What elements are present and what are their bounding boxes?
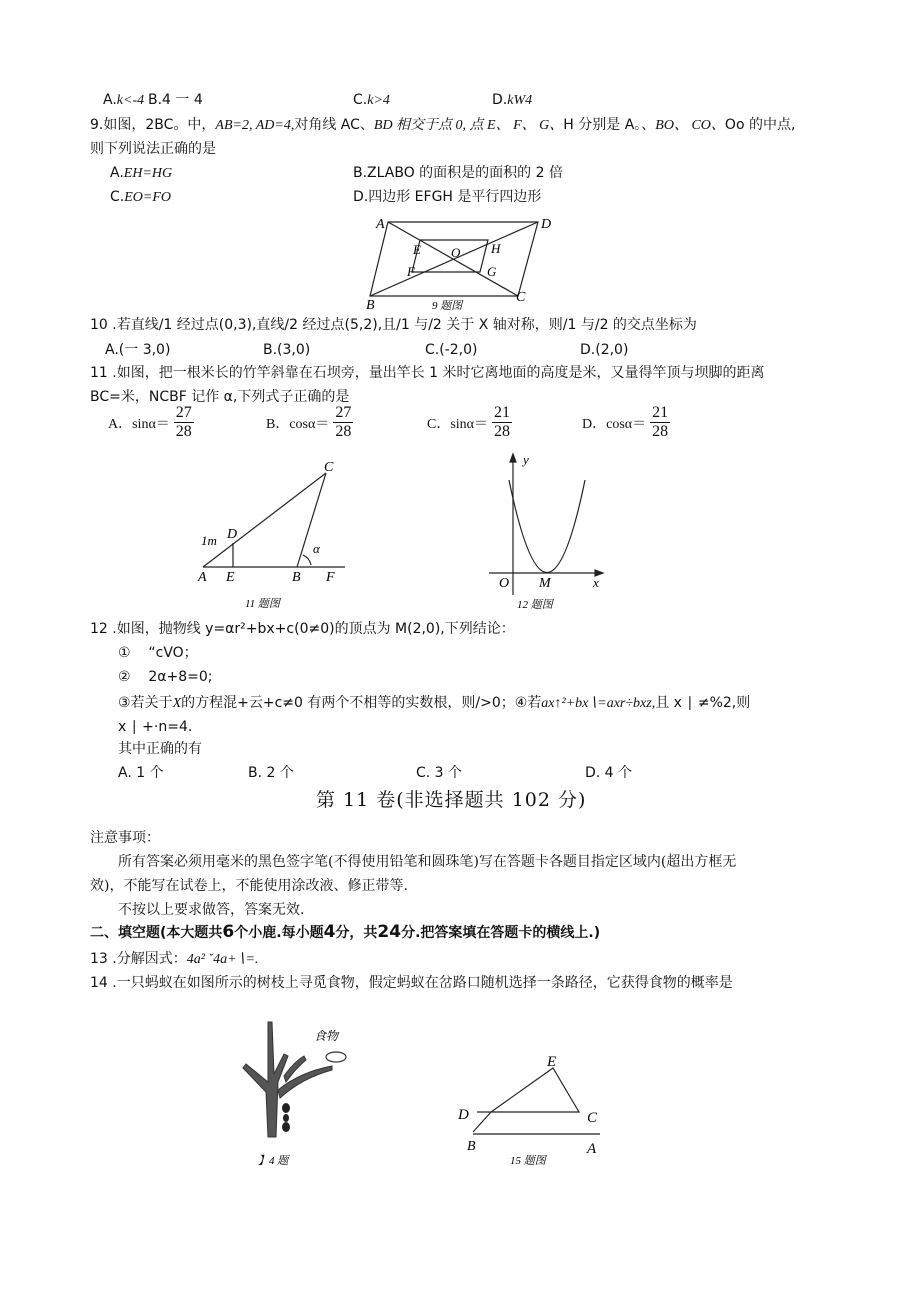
q12-ask: 其中正确的有 [118, 741, 202, 757]
fig9-label-g: G [487, 264, 497, 279]
q8-option-d: D.kW4 [492, 92, 533, 108]
q12-conclusion-3-4: ③若关于X的方程混+云+c≠0 有两个不相等的实数根，则/>0；④若ax↑²+bx∖=axr÷bxz,且 x ∣ ≠%2,则 [118, 695, 751, 711]
notes-line-2: 效)，不能写在试卷上，不能使用涂改液、修正带等. [90, 878, 408, 894]
q12-conclusion-1: ① “cVO； [118, 645, 198, 661]
q9-option-a: A.EH=HG [110, 165, 173, 181]
q13-stem: 13 .分解因式：4a² ˇ4a+∖=. [90, 951, 259, 967]
q12-conclusion-2: ② 2α+8=0; [118, 669, 213, 685]
fig12-label-x: x [593, 575, 599, 590]
q12-stem: 12 .如图，抛物线 y=αr²+bx+c(0≠0)的顶点为 M(2,0),下列结论： [90, 621, 515, 637]
q11-stem-line2: BC=米，NCBF 记作 α,下列式子正确的是 [90, 389, 350, 405]
q10-option-a: A.(一 3,0) [105, 342, 171, 358]
fig12-label-y: y [523, 452, 529, 467]
q12-option-a: A. 1 个 [118, 765, 164, 781]
fig9-label-c: C [516, 290, 526, 305]
part2-title: 第 11 卷(非选择题共 102 分) [316, 789, 587, 811]
figure-15-triangle [455, 1050, 615, 1170]
section2-heading: 二、填空题(本大题共6个小鹿.每小题4分，共24分.把答案填在答题卡的横线上.) [90, 922, 601, 942]
q8-option-c: C.k>4 [353, 92, 390, 108]
fig9-caption: 9 题图 [432, 300, 463, 312]
fig15-label-a: A [587, 1141, 597, 1157]
q9-option-c: C.EO=FO [110, 189, 172, 205]
q10-stem: 10 .若直线/1 经过点(0,3),直线/2 经过点(5,2),且/1 与/2 关于 X 轴对称，则/1 与/2 的交点坐标为 [90, 317, 697, 333]
q12-option-d: D. 4 个 [585, 765, 633, 781]
q14-stem: 14 .一只蚂蚁在如图所示的树枝上寻觅食物，假定蚂蚁在岔路口随机选择一条路径，它获得食物的概率是 [90, 975, 733, 991]
q8-option-b: B.4 一 4 [148, 92, 203, 108]
fig11-label-a: A [198, 570, 207, 585]
figure-11-triangle [195, 455, 365, 615]
q12-option-b: B. 2 个 [248, 765, 294, 781]
q9-stem-line2: 则下列说法正确的是 [90, 141, 216, 157]
fig15-label-e: E [547, 1054, 557, 1070]
fig12-label-o: O [499, 576, 510, 591]
fig9-label-a: A [376, 217, 385, 232]
fig9-label-d: D [541, 217, 552, 232]
q12-conclusion-4-line2: x ∣ +·n=4. [118, 719, 193, 735]
figure-9-parallelogram [360, 212, 560, 312]
q10-option-d: D.(2,0) [580, 342, 629, 358]
q9-option-d: D.四边形 EFGH 是平行四边形 [353, 189, 542, 205]
fig9-label-o: O [451, 245, 461, 260]
fig11-label-b: B [292, 570, 301, 585]
q11-option-c: C．sinα＝ $\frac{21}{28}$ [427, 404, 511, 440]
q11-option-d: D．cosα＝ $\frac{21}{28}$ [582, 404, 669, 440]
figure-12-parabola [485, 450, 615, 615]
fig9-label-b: B [366, 298, 375, 313]
fig12-caption: 12 题图 [517, 599, 553, 611]
q12-option-c: C. 3 个 [416, 765, 463, 781]
figure-14-branch [228, 1012, 368, 1172]
fig12-label-m: M [539, 576, 551, 591]
fig11-caption: 11 题图 [245, 598, 280, 610]
q8-option-a: A.k<-4 [103, 92, 145, 108]
fig11-label-d: D [227, 527, 238, 542]
notes-line-3: 不按以上要求做答，答案无效. [118, 902, 305, 918]
notes-line-1: 所有答案必须用毫米的黑色签字笔(不得使用铅笔和圆珠笔)写在答题卡各题目指定区域内(超出方框无 [118, 854, 737, 870]
fig9-label-f: F [407, 264, 415, 279]
notes-heading: 注意事项： [90, 830, 160, 846]
fig15-caption: 15 题图 [510, 1155, 546, 1167]
fig11-label-alpha: α [313, 541, 320, 556]
q9-stem: 9.如图，2BC。中，AB=2, AD=4,对角线 AC、BD 相交于点 0, 点 E、 F、 G、H 分别是 A。、BO、 CO、Oo 的中点, [90, 117, 796, 133]
fig14-food-label: 食物 [314, 1029, 339, 1043]
q11-option-b: B．cosα＝ $\frac{27}{28}$ [266, 404, 352, 440]
fig11-label-e: E [226, 570, 235, 585]
fig11-label-f: F [326, 570, 335, 585]
fig9-label-h: H [491, 241, 501, 256]
fig15-label-d: D [458, 1107, 469, 1123]
fig11-label-1m: 1m [201, 533, 217, 548]
q9-option-b: B.ZLABO 的面积是的面积的 2 倍 [353, 165, 563, 181]
q10-option-c: C.(-2,0) [425, 342, 478, 358]
fig15-label-c: C [587, 1110, 598, 1126]
q11-option-a: A．sinα＝ $\frac{27}{28}$ [108, 404, 192, 440]
q11-stem: 11 .如图，把一根米长的竹竿斜靠在石坝旁，量出竿长 1 米时它离地面的高度是米，又量得竿顶与坝脚的距离 [90, 365, 765, 381]
q10-option-b: B.(3,0) [263, 342, 311, 358]
fig11-label-c: C [324, 460, 334, 475]
fig9-label-e: E [413, 242, 421, 257]
fig15-label-b: B [467, 1139, 476, 1154]
fig14-caption: 】4 题 [258, 1155, 289, 1167]
